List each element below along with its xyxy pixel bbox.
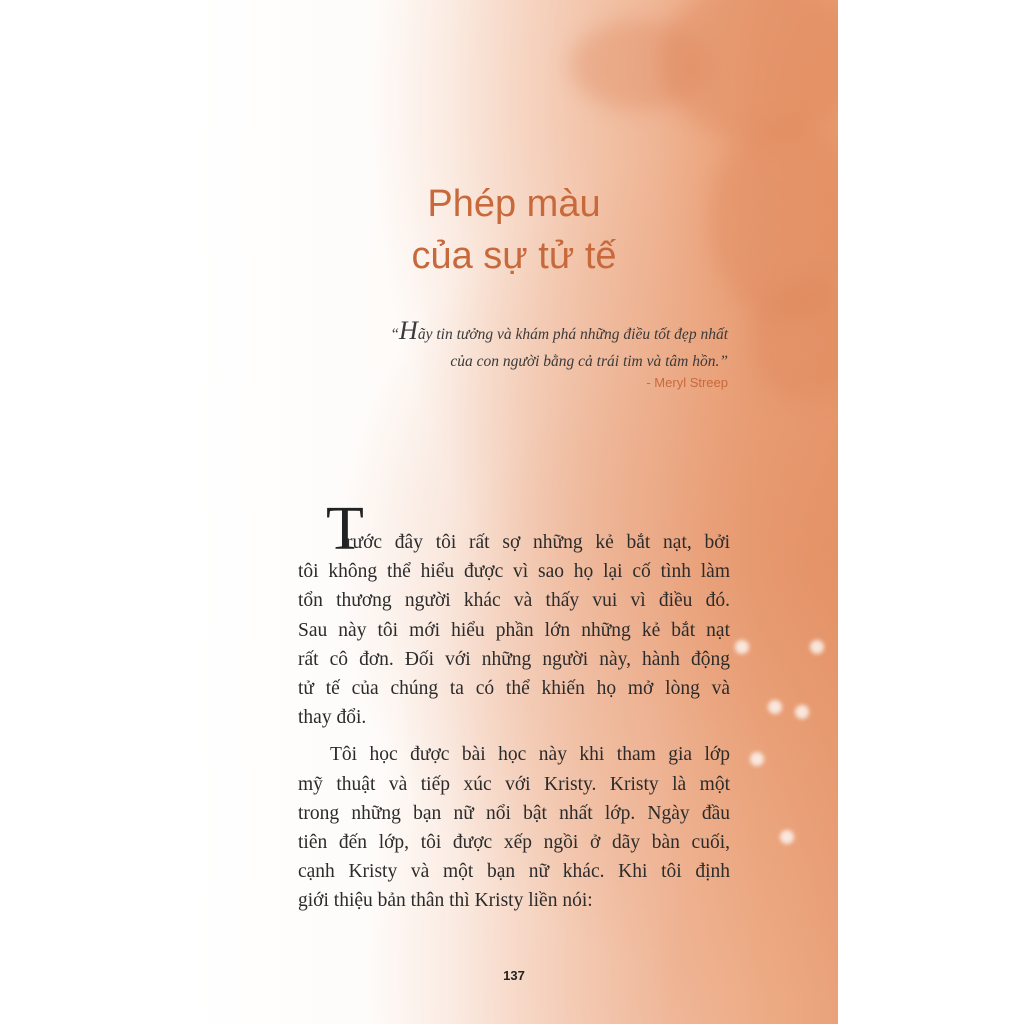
quote-line-2: của con người bằng cả trái tim và tâm hồn.” [450,353,728,370]
chapter-title [190,178,838,282]
bokeh-light [768,700,782,714]
quote-author: - Meryl Streep [646,375,728,390]
foliage-decoration [570,20,710,110]
body-text [298,528,730,915]
bokeh-light [750,752,764,766]
chapter-title-line-1: Phép màu [427,183,601,225]
body-line: giới thiệu bản thân thì Kristy liền nói: [298,890,593,912]
body-line: tôi không thể hiểu được vì sao họ lại cố tình làm [298,561,730,583]
body-line: mỹ thuật và tiếp xúc với Kristy. Kristy là một [298,773,730,795]
quote-line-1 [308,317,728,348]
body-line: tiên đến lớp, tôi được xếp ngồi ở dãy bàn cuối, [298,831,730,853]
paragraph-gap [298,732,730,740]
page-number: 137 [503,968,525,983]
bokeh-light [810,640,824,654]
body-line: thay đổi. [298,707,367,729]
bokeh-light [795,705,809,719]
bokeh-light [735,640,749,654]
drop-cap: T [326,495,364,563]
body-line: tử tế của chúng ta có thể khiến họ mở lòng và [298,677,730,699]
body-line: trong những bạn nữ nổi bật nhất lớp. Ngày đầu [298,802,730,824]
quote-line-1-text: ãy tin tưởng và khám phá những điều tốt đẹp nhất [417,326,728,343]
body-line: cạnh Kristy và một bạn nữ khác. Khi tôi định [298,861,730,883]
book-page [190,0,838,1024]
bokeh-light [780,830,794,844]
body-line: rước đây tôi rất sợ những kẻ bắt nạt, bởi [346,532,730,553]
body-line: tổn thương người khác và thấy vui vì điều đó. [298,590,730,612]
quote-initial: H [399,316,418,345]
epigraph-quote [308,317,728,375]
chapter-title-line-2: của sự tử tế [411,235,617,277]
body-line: Tôi học được bài học này khi tham gia lớp [330,744,730,766]
quote-open-mark: “ [390,326,400,343]
body-line: rất cô đơn. Đối với những người này, hành động [298,648,730,670]
body-line: Sau này tôi mới hiểu phần lớn những kẻ bắt nạt [298,619,730,641]
